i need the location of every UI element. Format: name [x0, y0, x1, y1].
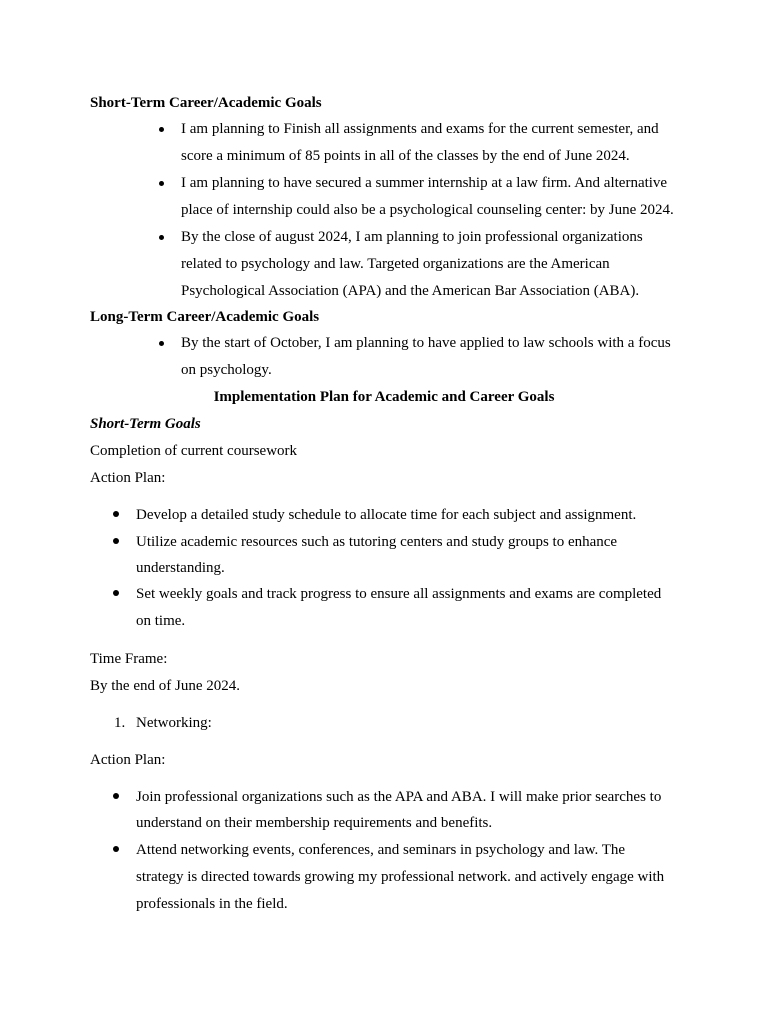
- networking-number: 1.: [114, 715, 126, 731]
- networking-item-1-line-2: understand on their membership requirements and benefits.: [136, 815, 493, 831]
- short-term-item-2-line-1: I am planning to have secured a summer internship at a law firm. And alternative: [181, 175, 668, 191]
- networking-item-1-line-1: Join professional organizations such as the APA and ABA. I will make prior searches to: [136, 789, 662, 805]
- bullet-icon: [159, 341, 164, 346]
- coursework-item-3-line-1: Set weekly goals and track progress to ensure all assignments and exams are completed: [136, 586, 662, 602]
- short-term-item-1-line-1: I am planning to Finish all assignments and exams for the current semester, and: [181, 121, 659, 137]
- bullet-icon: [113, 846, 119, 852]
- coursework-item-2-line-2: understanding.: [136, 560, 225, 576]
- coursework-action-plan-label: Action Plan:: [90, 470, 166, 486]
- time-frame-label: Time Frame:: [90, 651, 168, 667]
- long-term-item-1-line-2: on psychology.: [181, 362, 272, 378]
- bullet-icon: [159, 181, 164, 186]
- networking-action-plan-label: Action Plan:: [90, 752, 166, 768]
- bullet-icon: [113, 793, 119, 799]
- bullet-icon: [113, 590, 119, 596]
- bullet-icon: [159, 127, 164, 132]
- networking-title: Networking:: [136, 715, 212, 731]
- coursework-item-2-line-1: Utilize academic resources such as tutoring centers and study groups to enhance: [136, 534, 618, 550]
- coursework-item-1-line-1: Develop a detailed study schedule to allocate time for each subject and assignment.: [136, 507, 637, 523]
- short-term-item-1-line-2: score a minimum of 85 points in all of the classes by the end of June 2024.: [181, 148, 630, 164]
- bullet-icon: [159, 235, 164, 240]
- short-term-item-3-line-2: related to psychology and law. Targeted organizations are the American: [181, 256, 610, 272]
- long-term-heading: Long-Term Career/Academic Goals: [90, 309, 320, 325]
- coursework-title: Completion of current coursework: [90, 443, 298, 459]
- short-term-goals-label: Short-Term Goals: [90, 416, 201, 432]
- bullet-icon: [113, 538, 119, 544]
- long-term-item-1-line-1: By the start of October, I am planning to have applied to law schools with a focus: [181, 335, 671, 351]
- networking-item-2-line-3: professionals in the field.: [136, 896, 288, 912]
- short-term-heading: Short-Term Career/Academic Goals: [90, 95, 322, 111]
- short-term-item-3-line-3: Psychological Association (APA) and the American Bar Association (ABA).: [181, 283, 640, 299]
- short-term-item-3-line-1: By the close of august 2024, I am planning to join professional organizations: [181, 229, 643, 245]
- coursework-item-3-line-2: on time.: [136, 613, 186, 629]
- short-term-item-2-line-2: place of internship could also be a psychological counseling center: by June 2024.: [181, 202, 674, 218]
- time-frame-value: By the end of June 2024.: [90, 678, 240, 694]
- implementation-title: Implementation Plan for Academic and Career Goals: [213, 389, 555, 405]
- networking-item-2-line-2: strategy is directed towards growing my professional network. and actively engage with: [136, 869, 665, 885]
- networking-item-2-line-1: Attend networking events, conferences, and seminars in psychology and law. The: [136, 842, 626, 858]
- bullet-icon: [113, 511, 119, 517]
